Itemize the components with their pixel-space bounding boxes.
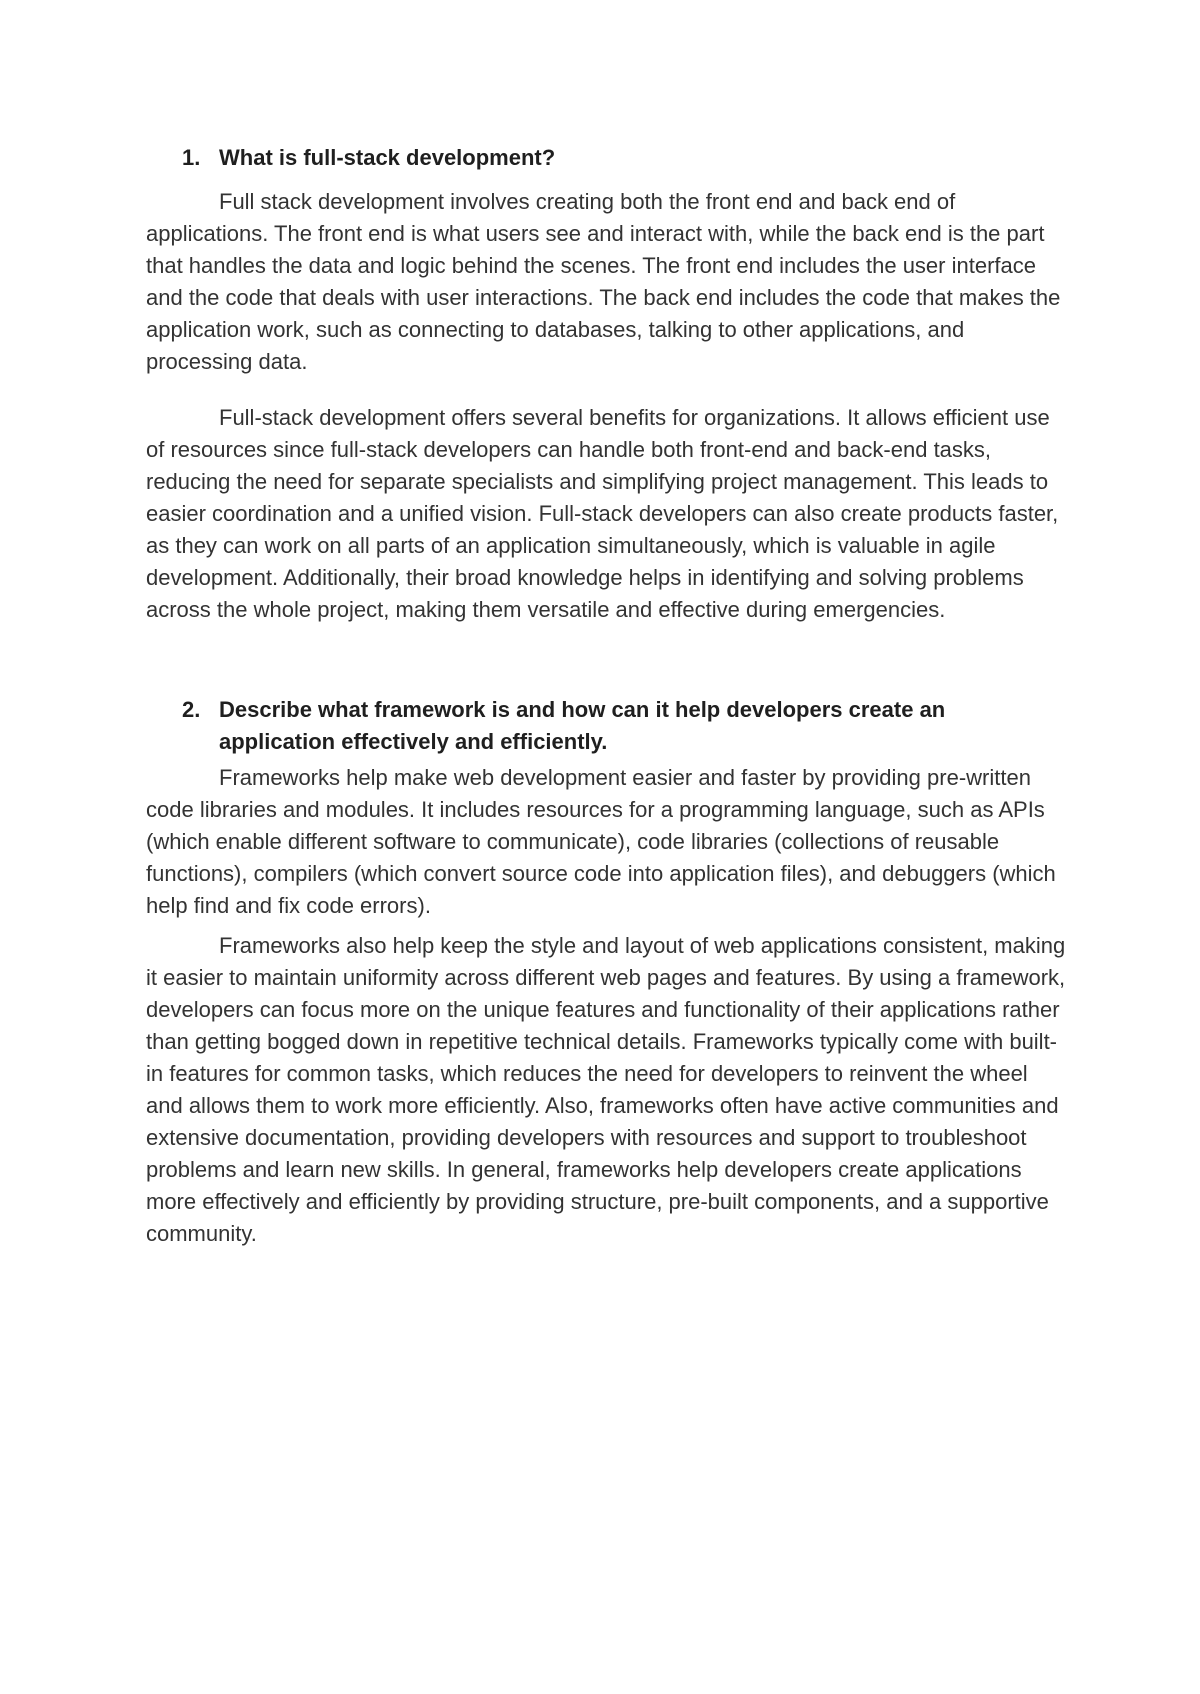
section-1-paragraph-1: Full stack development involves creating both the front end and back end of applications. The front end is what users see and interact with, while the back end is the part that handles the data and logic behind the scenes. The front end includes the user interface and the code that deals with user interactions. The back end includes the code that makes the application work, such as connecting to databases, talking to other applications, and processing data. — [146, 189, 1061, 374]
question-2-text: Describe what framework is and how can it help developers create an application effectively and efficiently. — [219, 697, 946, 754]
section-1-paragraph-2: Full-stack development offers several benefits for organizations. It allows efficient use of resources since full-stack developers can handle both front-end and back-end tasks, reducing the need for separate specialists and simplifying project management. This leads to easier coordination and a unified vision. Full-stack developers can also create products faster, as they can work on all parts of an application simultaneously, which is valuable in agile development. Additionally, their broad knowledge helps in identifying and solving problems across the whole project, making them versatile and effective during emergencies. — [146, 405, 1059, 622]
question-1-heading — [146, 142, 1066, 174]
section-2-paragraph-1: Frameworks help make web development easier and faster by providing pre-written code libraries and modules. It includes resources for a programming language, such as APIs (which enable different software to communicate), code libraries (collections of reusable functions), compilers (which convert source code into application files), and debuggers (which help find and fix code errors). — [146, 765, 1056, 918]
section-1 — [146, 142, 1066, 626]
question-2-heading — [146, 694, 1066, 758]
document-body — [146, 142, 1066, 1250]
section-2 — [146, 694, 1066, 1250]
question-1-number: 1. — [182, 145, 201, 170]
question-2-number: 2. — [182, 697, 201, 722]
section-2-paragraph-2: Frameworks also help keep the style and layout of web applications consistent, making it easier to maintain uniformity across different web pages and features. By using a framework, developers can focus more on the unique features and functionality of their applications rather than getting bogged down in repetitive technical details. Frameworks typically come with built-in features for common tasks, which reduces the need for developers to reinvent the wheel and allows them to work more efficiently. Also, frameworks often have active communities and extensive documentation, providing developers with resources and support to troubleshoot problems and learn new skills. In general, frameworks help developers create applications more effectively and efficiently by providing structure, pre-built components, and a supportive community. — [146, 933, 1066, 1246]
question-1-text: What is full-stack development? — [219, 145, 556, 170]
